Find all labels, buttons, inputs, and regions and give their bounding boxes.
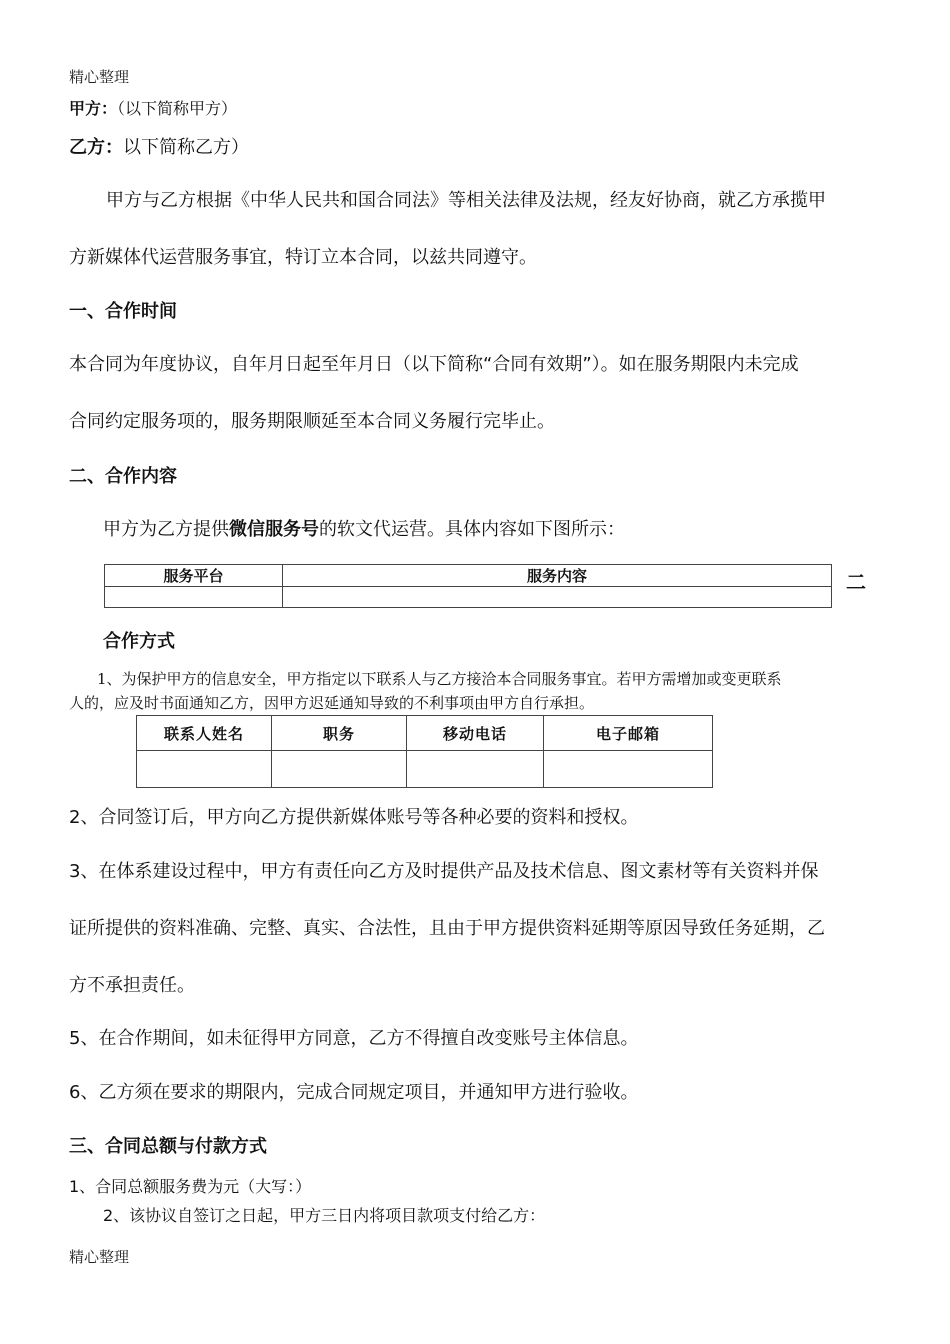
party-b-text: 以下简称乙方）: [123, 137, 249, 158]
table-row: [137, 716, 713, 751]
party-b-line: [69, 133, 249, 159]
section3-item1: 1、合同总额服务费为元（大写：）: [69, 1177, 312, 1196]
contact-table: [136, 715, 713, 788]
contact-table-cell: [137, 751, 272, 788]
contact-table-cell: [544, 751, 713, 788]
table-row: [137, 751, 713, 788]
party-a-label: 甲方：: [69, 99, 118, 118]
party-a-text: （以下简称甲方）: [117, 99, 238, 118]
table-row: [105, 587, 832, 608]
service-table: [104, 564, 832, 608]
cooperation-item1-line-1: 1、为保护甲方的信息安全，甲方指定以下联系人与乙方接洽本合同服务事宜。若甲方需增加或变更联系: [97, 670, 782, 688]
cooperation-item2: 2、合同签订后，甲方向乙方提供新媒体账号等各种必要的资料和授权。: [69, 807, 639, 828]
contact-table-header-position: 职务: [272, 716, 407, 751]
contact-table-cell: [407, 751, 544, 788]
section3-heading: 三、合同总额与付款方式: [69, 1136, 267, 1157]
service-table-cell: [105, 587, 283, 608]
contact-table-header-name: 联系人姓名: [137, 716, 272, 751]
side-mark: 二: [846, 570, 866, 594]
section1-heading: 一、合作时间: [69, 301, 177, 322]
cooperation-item6: 6、乙方须在要求的期限内，完成合同规定项目，并通知甲方进行验收。: [69, 1082, 639, 1103]
party-a-line: [69, 96, 237, 119]
section2-content-bold: 微信服务号: [229, 519, 319, 540]
service-table-header-platform: 服务平台: [105, 565, 283, 587]
page-header: 精心整理: [69, 68, 130, 86]
table-row: [105, 565, 832, 587]
cooperation-item1-line-2: 人的，应及时书面通知乙方，因甲方迟延通知导致的不利事项由甲方自行承担。: [69, 694, 595, 712]
section2-content-post: 的软文代运营。具体内容如下图所示：: [319, 519, 625, 540]
cooperation-item5: 5、在合作期间，如未征得甲方同意，乙方不得擅自改变账号主体信息。: [69, 1028, 639, 1049]
service-table-header-content: 服务内容: [283, 565, 832, 587]
party-b-label: 乙方：: [69, 137, 123, 158]
section2-content: [103, 515, 625, 541]
cooperation-item3-line-1: 3、在体系建设过程中，甲方有责任向乙方及时提供产品及技术信息、图文素材等有关资料并保: [69, 861, 819, 882]
intro-line-2: 方新媒体代运营服务事宜，特订立本合同，以兹共同遵守。: [69, 247, 537, 268]
page-footer: 精心整理: [69, 1248, 130, 1266]
contact-table-header-phone: 移动电话: [407, 716, 544, 751]
cooperation-item3-line-3: 方不承担责任。: [69, 975, 195, 996]
contact-table-header-email: 电子邮箱: [544, 716, 713, 751]
section1-line-1: 本合同为年度协议，自年月日起至年月日（以下简称“合同有效期”）。如在服务期限内未完成: [69, 354, 799, 375]
intro-line-1: 甲方与乙方根据《中华人民共和国合同法》等相关法律及法规，经友好协商，就乙方承揽甲: [106, 190, 826, 211]
service-table-cell: [283, 587, 832, 608]
section3-item2: 2、该协议自签订之日起，甲方三日内将项目款项支付给乙方：: [103, 1206, 546, 1225]
contact-table-cell: [272, 751, 407, 788]
section2-heading: 二、合作内容: [69, 466, 177, 487]
cooperation-heading: 合作方式: [103, 631, 175, 652]
cooperation-item3-line-2: 证所提供的资料准确、完整、真实、合法性，且由于甲方提供资料延期等原因导致任务延期，乙: [69, 918, 825, 939]
section1-line-2: 合同约定服务项的，服务期限顺延至本合同义务履行完毕止。: [69, 411, 555, 432]
section2-content-pre: 甲方为乙方提供: [103, 519, 229, 540]
